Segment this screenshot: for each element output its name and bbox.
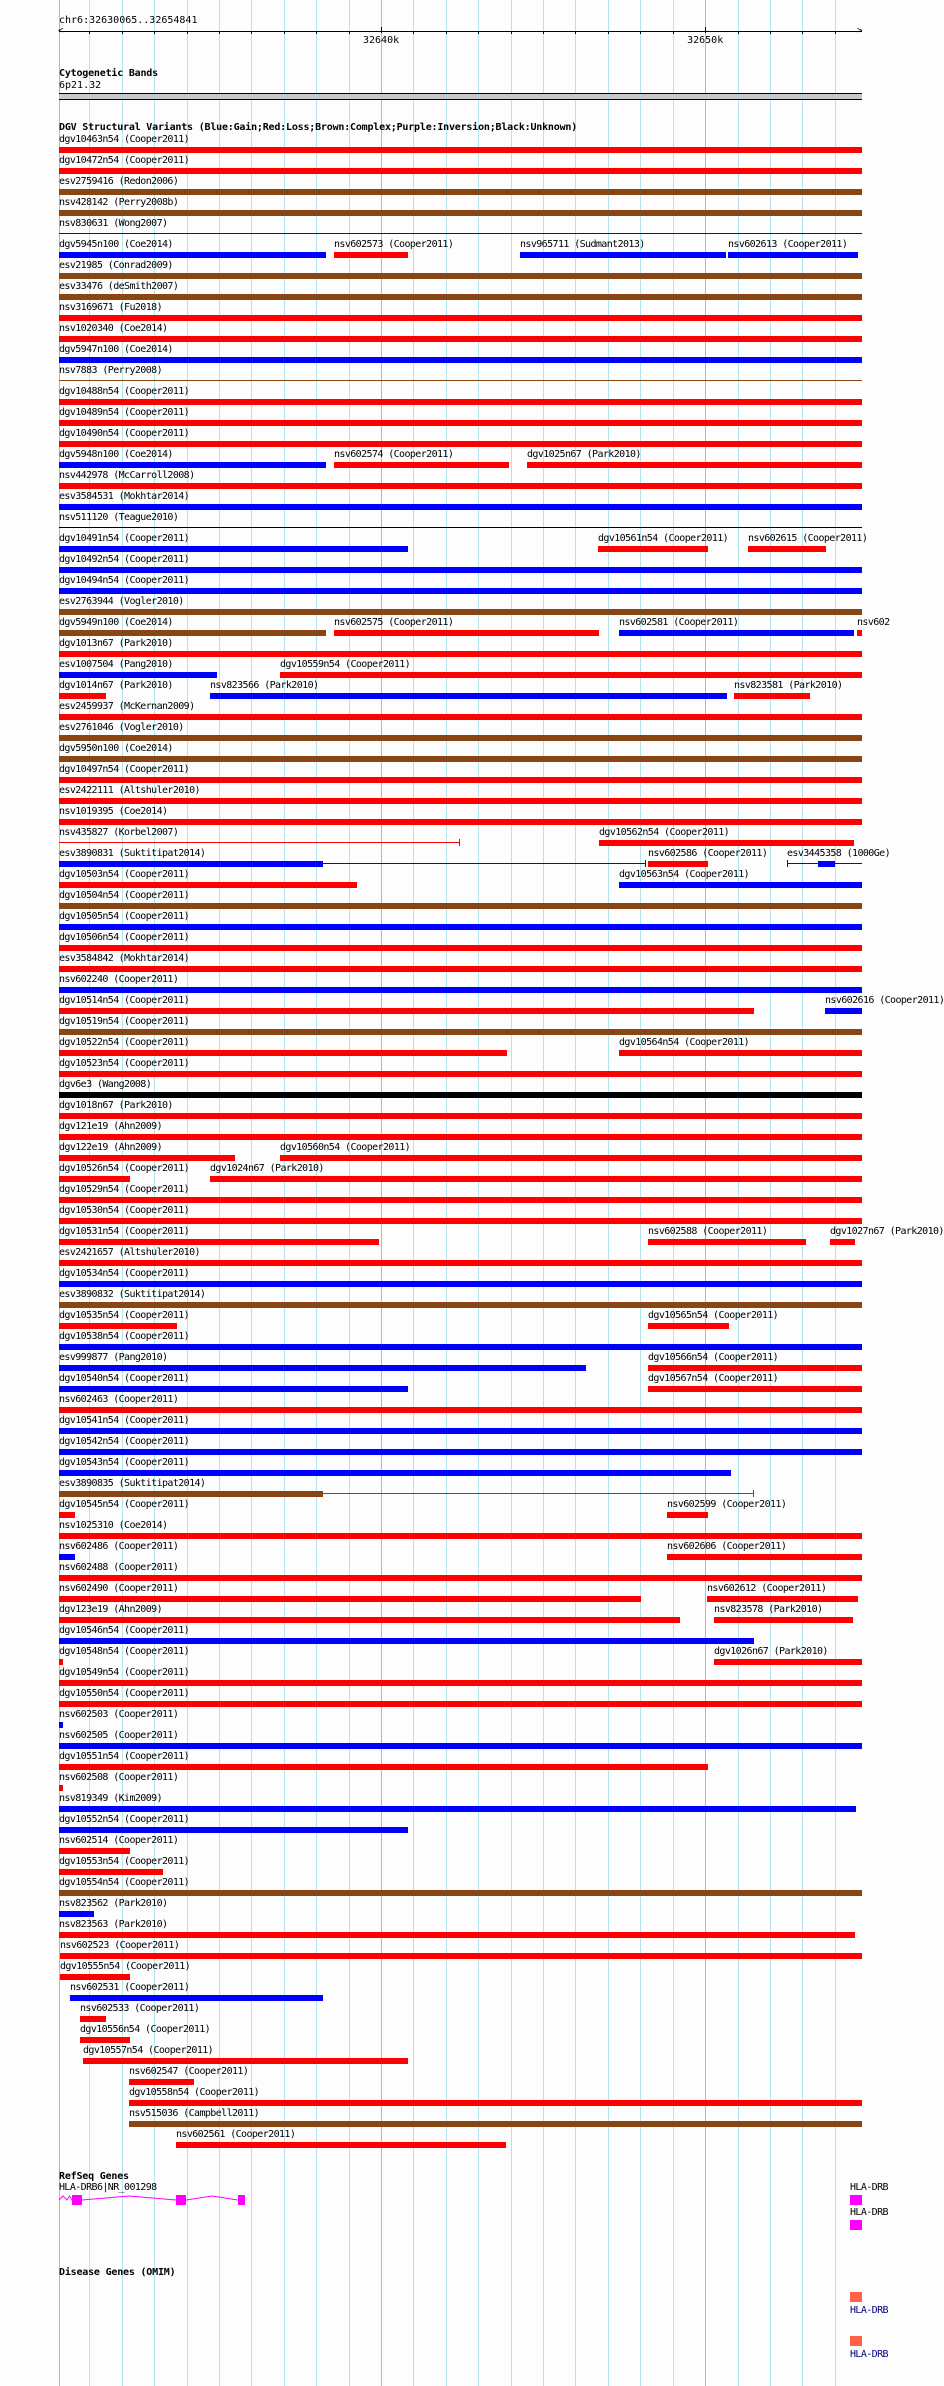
sv-bar[interactable] bbox=[527, 462, 862, 468]
sv-label[interactable]: dgv10523n54 (Cooper2011) bbox=[59, 1058, 190, 1069]
exon-block[interactable] bbox=[72, 2195, 82, 2205]
sv-bar[interactable] bbox=[280, 1155, 862, 1161]
sv-end-tick bbox=[459, 839, 460, 846]
sv-label[interactable]: dgv1014n67 (Park2010) bbox=[59, 680, 173, 691]
sv-bar[interactable] bbox=[59, 714, 862, 720]
region-label: chr6:32630065..32654841 bbox=[59, 15, 198, 26]
sv-label[interactable]: dgv10503n54 (Cooper2011) bbox=[59, 869, 190, 880]
sv-label[interactable]: esv3584842 (Mokhtar2014) bbox=[59, 953, 190, 964]
sv-label[interactable]: nsv435827 (Korbel2007) bbox=[59, 827, 179, 838]
sv-label[interactable]: dgv10519n54 (Cooper2011) bbox=[59, 1016, 190, 1027]
sv-label[interactable]: nsv602588 (Cooper2011) bbox=[648, 1226, 768, 1237]
sv-label[interactable]: nsv428142 (Perry2008b) bbox=[59, 197, 179, 208]
cytoband-6p21.32[interactable] bbox=[59, 93, 862, 100]
sv-bar[interactable] bbox=[59, 1113, 862, 1119]
axis-line bbox=[59, 31, 862, 32]
exon-block[interactable] bbox=[850, 2195, 862, 2205]
sv-bar[interactable] bbox=[60, 1974, 130, 1980]
sv-bar[interactable] bbox=[59, 693, 106, 699]
sv-label[interactable]: dgv10562n54 (Cooper2011) bbox=[599, 827, 730, 838]
sv-bar[interactable] bbox=[830, 1239, 855, 1245]
sv-bar[interactable] bbox=[598, 546, 708, 552]
sv-label[interactable]: dgv10505n54 (Cooper2011) bbox=[59, 911, 190, 922]
sv-label[interactable]: dgv10554n54 (Cooper2011) bbox=[59, 1877, 190, 1888]
sv-label[interactable]: dgv10530n54 (Cooper2011) bbox=[59, 1205, 190, 1216]
sv-label[interactable]: nsv819349 (Kim2009) bbox=[59, 1793, 162, 1804]
sv-label[interactable]: dgv123e19 (Ahn2009) bbox=[59, 1604, 162, 1615]
sv-bar[interactable] bbox=[59, 210, 862, 216]
sv-bar[interactable] bbox=[59, 1155, 235, 1161]
sv-bar[interactable] bbox=[59, 441, 862, 447]
sv-label[interactable]: esv3890832 (Suktitipat2014) bbox=[59, 1289, 206, 1300]
sv-label[interactable]: dgv10463n54 (Cooper2011) bbox=[59, 134, 190, 145]
sv-label[interactable]: nsv602606 (Cooper2011) bbox=[667, 1541, 787, 1552]
sv-label[interactable]: dgv5948n100 (Coe2014) bbox=[59, 449, 173, 460]
sv-label[interactable]: nsv830631 (Wong2007) bbox=[59, 218, 168, 229]
sv-bar[interactable] bbox=[60, 1953, 862, 1959]
sv-label[interactable]: nsv823578 (Park2010) bbox=[714, 1604, 823, 1615]
sv-bar[interactable] bbox=[59, 315, 862, 321]
sv-bar[interactable] bbox=[59, 1911, 94, 1917]
sv-line[interactable] bbox=[59, 233, 862, 234]
sv-bar[interactable] bbox=[59, 504, 862, 510]
sv-bar[interactable] bbox=[59, 1029, 862, 1035]
sv-bar[interactable] bbox=[714, 1659, 862, 1665]
sv-label[interactable]: nsv515036 (Campbell2011) bbox=[129, 2108, 260, 2119]
sv-label[interactable]: dgv10526n54 (Cooper2011) bbox=[59, 1163, 190, 1174]
sv-label[interactable]: nsv823562 (Park2010) bbox=[59, 1898, 168, 1909]
sv-bar[interactable] bbox=[59, 399, 862, 405]
sv-label[interactable]: dgv10558n54 (Cooper2011) bbox=[129, 2087, 260, 2098]
sv-label[interactable]: dgv10494n54 (Cooper2011) bbox=[59, 575, 190, 586]
sv-label[interactable]: dgv1013n67 (Park2010) bbox=[59, 638, 173, 649]
sv-bar[interactable] bbox=[59, 1302, 862, 1308]
sv-bar[interactable] bbox=[59, 483, 862, 489]
omim-gene-label[interactable]: HLA-DRB bbox=[850, 2305, 888, 2316]
sv-label[interactable]: dgv10560n54 (Cooper2011) bbox=[280, 1142, 411, 1153]
sv-bar[interactable] bbox=[667, 1554, 862, 1560]
sv-bar[interactable] bbox=[59, 1092, 862, 1098]
sv-label[interactable]: dgv10490n54 (Cooper2011) bbox=[59, 428, 190, 439]
sv-bar[interactable] bbox=[59, 420, 862, 426]
sv-bar[interactable] bbox=[714, 1617, 853, 1623]
sv-label[interactable]: nsv602612 (Cooper2011) bbox=[707, 1583, 827, 1594]
sv-label[interactable]: dgv10538n54 (Cooper2011) bbox=[59, 1331, 190, 1342]
sv-label[interactable]: dgv10492n54 (Cooper2011) bbox=[59, 554, 190, 565]
sv-label[interactable]: nsv1025310 (Coe2014) bbox=[59, 1520, 168, 1531]
sv-label[interactable]: dgv10564n54 (Cooper2011) bbox=[619, 1037, 750, 1048]
sv-bar[interactable] bbox=[80, 2037, 130, 2043]
sv-label[interactable]: nsv602486 (Cooper2011) bbox=[59, 1541, 179, 1552]
sv-label[interactable]: dgv6e3 (Wang2008) bbox=[59, 1079, 152, 1090]
sv-label[interactable]: dgv10488n54 (Cooper2011) bbox=[59, 386, 190, 397]
sv-bar[interactable] bbox=[129, 2100, 862, 2106]
sv-label[interactable]: dgv5950n100 (Coe2014) bbox=[59, 743, 173, 754]
sv-bar[interactable] bbox=[59, 903, 862, 909]
sv-bar[interactable] bbox=[59, 1575, 862, 1581]
sv-label[interactable]: dgv10534n54 (Cooper2011) bbox=[59, 1268, 190, 1279]
sv-label[interactable]: dgv5947n100 (Coe2014) bbox=[59, 344, 173, 355]
sv-label[interactable]: dgv10497n54 (Cooper2011) bbox=[59, 764, 190, 775]
sv-label[interactable]: nsv823563 (Park2010) bbox=[59, 1919, 168, 1930]
sv-bar[interactable] bbox=[59, 1218, 862, 1224]
sv-bar[interactable] bbox=[59, 1680, 862, 1686]
sv-bar[interactable] bbox=[59, 1743, 862, 1749]
sv-label[interactable]: dgv1025n67 (Park2010) bbox=[527, 449, 641, 460]
sv-bar[interactable] bbox=[59, 1344, 862, 1350]
sv-label[interactable]: esv3890835 (Suktitipat2014) bbox=[59, 1478, 206, 1489]
sv-bar[interactable] bbox=[59, 357, 862, 363]
sv-label[interactable]: esv2422111 (Altshuler2010) bbox=[59, 785, 200, 796]
sv-label[interactable]: dgv10545n54 (Cooper2011) bbox=[59, 1499, 190, 1510]
sv-bar[interactable] bbox=[59, 987, 862, 993]
sv-label[interactable]: esv999877 (Pang2010) bbox=[59, 1352, 168, 1363]
sv-end-tick bbox=[787, 860, 788, 867]
sv-label[interactable]: dgv10514n54 (Cooper2011) bbox=[59, 995, 190, 1006]
sv-label[interactable]: nsv602581 (Cooper2011) bbox=[619, 617, 739, 628]
sv-end-tick bbox=[753, 1490, 754, 1497]
sv-bar[interactable] bbox=[59, 819, 862, 825]
sv-bar[interactable] bbox=[210, 693, 727, 699]
sv-bar[interactable] bbox=[59, 1659, 63, 1665]
sv-label[interactable]: nsv602573 (Cooper2011) bbox=[334, 239, 454, 250]
sv-label[interactable]: nsv602533 (Cooper2011) bbox=[80, 2003, 200, 2014]
sv-bar[interactable] bbox=[59, 1239, 379, 1245]
sv-label[interactable]: dgv10555n54 (Cooper2011) bbox=[60, 1961, 191, 1972]
sv-bar[interactable] bbox=[176, 2142, 506, 2148]
sv-label[interactable]: dgv10522n54 (Cooper2011) bbox=[59, 1037, 190, 1048]
axis-arrow-left-icon: < bbox=[58, 26, 64, 36]
sv-label[interactable]: nsv602575 (Cooper2011) bbox=[334, 617, 454, 628]
sv-label[interactable]: nsv442978 (McCarroll2008) bbox=[59, 470, 195, 481]
sv-bar[interactable] bbox=[59, 1386, 408, 1392]
sv-bar[interactable] bbox=[70, 1995, 323, 2001]
sv-bar[interactable] bbox=[648, 1323, 729, 1329]
sv-bar[interactable] bbox=[59, 336, 862, 342]
sv-bar[interactable] bbox=[129, 2079, 194, 2085]
sv-label[interactable]: dgv10531n54 (Cooper2011) bbox=[59, 1226, 190, 1237]
exon-block[interactable] bbox=[176, 2195, 186, 2205]
sv-bar[interactable] bbox=[59, 1806, 856, 1812]
sv-label[interactable]: nsv602503 (Cooper2011) bbox=[59, 1709, 179, 1720]
sv-label[interactable]: dgv10529n54 (Cooper2011) bbox=[59, 1184, 190, 1195]
sv-bar[interactable] bbox=[210, 1176, 862, 1182]
sv-label[interactable]: dgv10553n54 (Cooper2011) bbox=[59, 1856, 190, 1867]
sv-label[interactable]: dgv10541n54 (Cooper2011) bbox=[59, 1415, 190, 1426]
sv-bar[interactable] bbox=[825, 1008, 862, 1014]
omim-track-title: Disease Genes (OMIM) bbox=[59, 2267, 176, 2278]
sv-label[interactable]: nsv3169671 (Fu2018) bbox=[59, 302, 162, 313]
sv-bar[interactable] bbox=[59, 1008, 754, 1014]
sv-bar[interactable] bbox=[59, 1323, 177, 1329]
sv-bar[interactable] bbox=[59, 1134, 862, 1140]
sv-bar[interactable] bbox=[59, 273, 862, 279]
sv-label[interactable]: dgv10559n54 (Cooper2011) bbox=[280, 659, 411, 670]
sv-bar[interactable] bbox=[734, 693, 810, 699]
cytoband-track-title: Cytogenetic Bands bbox=[59, 68, 158, 79]
sv-label[interactable]: dgv10561n54 (Cooper2011) bbox=[598, 533, 729, 544]
sv-line[interactable] bbox=[59, 527, 862, 528]
sv-label[interactable]: nsv602616 (Cooper2011) bbox=[825, 995, 944, 1006]
sv-label[interactable]: nsv602599 (Cooper2011) bbox=[667, 1499, 787, 1510]
sv-label[interactable]: nsv602463 (Cooper2011) bbox=[59, 1394, 179, 1405]
omim-gene-block[interactable] bbox=[850, 2292, 862, 2302]
sv-bar[interactable] bbox=[59, 777, 862, 783]
sv-label[interactable]: esv2459937 (McKernan2009) bbox=[59, 701, 195, 712]
sv-bar[interactable] bbox=[59, 1428, 862, 1434]
sv-label[interactable]: nsv823581 (Park2010) bbox=[734, 680, 843, 691]
sv-bar[interactable] bbox=[59, 1785, 63, 1791]
sv-bar[interactable] bbox=[59, 462, 326, 468]
sv-bar[interactable] bbox=[59, 735, 862, 741]
sv-label[interactable]: nsv511120 (Teague2010) bbox=[59, 512, 179, 523]
sv-bar[interactable] bbox=[59, 945, 862, 951]
axis-arrow-right-icon: > bbox=[857, 26, 863, 36]
axis-tick-label: 32650k bbox=[687, 35, 724, 46]
sv-label[interactable]: esv2761046 (Vogler2010) bbox=[59, 722, 184, 733]
sv-bar[interactable] bbox=[59, 924, 862, 930]
sv-bar[interactable] bbox=[59, 567, 862, 573]
sv-label[interactable]: nsv602523 (Cooper2011) bbox=[60, 1940, 180, 1951]
sv-bar[interactable] bbox=[334, 462, 509, 468]
sv-end-tick bbox=[645, 860, 646, 867]
sv-bar[interactable] bbox=[59, 798, 862, 804]
sv-bar[interactable] bbox=[59, 1596, 641, 1602]
sv-bar[interactable] bbox=[80, 2016, 106, 2022]
sv-bar[interactable] bbox=[59, 609, 862, 615]
sv-bar[interactable] bbox=[59, 630, 326, 636]
sv-bar[interactable] bbox=[59, 756, 862, 762]
sv-label[interactable]: dgv1027n67 (Park2010) bbox=[830, 1226, 944, 1237]
sv-label[interactable]: nsv1019395 (Coe2014) bbox=[59, 806, 168, 817]
sv-bar[interactable] bbox=[59, 1722, 63, 1728]
sv-bar[interactable] bbox=[648, 1239, 806, 1245]
sv-bar[interactable] bbox=[59, 189, 862, 195]
sv-label[interactable]: nsv602547 (Cooper2011) bbox=[129, 2066, 249, 2077]
sv-label[interactable]: nsv823566 (Park2010) bbox=[210, 680, 319, 691]
sv-label[interactable]: esv21985 (Conrad2009) bbox=[59, 260, 173, 271]
sv-bar[interactable] bbox=[648, 861, 708, 867]
sv-bar[interactable] bbox=[59, 1869, 163, 1875]
sv-label[interactable]: dgv10546n54 (Cooper2011) bbox=[59, 1625, 190, 1636]
sv-bar[interactable] bbox=[59, 1512, 75, 1518]
sv-bar[interactable] bbox=[59, 1848, 130, 1854]
sv-label[interactable]: dgv10557n54 (Cooper2011) bbox=[83, 2045, 214, 2056]
sv-label[interactable]: esv3890831 (Suktitipat2014) bbox=[59, 848, 206, 859]
sv-line[interactable] bbox=[59, 842, 460, 843]
sv-bar[interactable] bbox=[59, 882, 357, 888]
sv-label[interactable]: esv3445358 (1000Ge) bbox=[787, 848, 890, 859]
sv-bar[interactable] bbox=[59, 1827, 408, 1833]
sv-bar[interactable] bbox=[59, 1176, 130, 1182]
sv-bar[interactable] bbox=[334, 630, 599, 636]
sv-label[interactable]: nsv7883 (Perry2008) bbox=[59, 365, 162, 376]
sv-label[interactable]: dgv10535n54 (Cooper2011) bbox=[59, 1310, 190, 1321]
sv-label[interactable]: esv33476 (deSmith2007) bbox=[59, 281, 179, 292]
sv-bar[interactable] bbox=[83, 2058, 408, 2064]
sv-label[interactable]: nsv602615 (Cooper2011) bbox=[748, 533, 868, 544]
sv-bar[interactable] bbox=[59, 1617, 680, 1623]
sv-bar[interactable] bbox=[59, 1638, 754, 1644]
sv-label[interactable]: dgv10543n54 (Cooper2011) bbox=[59, 1457, 190, 1468]
sv-label[interactable]: dgv10540n54 (Cooper2011) bbox=[59, 1373, 190, 1384]
sv-bar[interactable] bbox=[59, 1050, 507, 1056]
sv-label[interactable]: nsv602574 (Cooper2011) bbox=[334, 449, 454, 460]
sv-bar[interactable] bbox=[59, 546, 408, 552]
sv-bar[interactable] bbox=[59, 147, 862, 153]
gene-label[interactable]: HLA-DRB bbox=[850, 2207, 888, 2218]
sv-label[interactable]: dgv10565n54 (Cooper2011) bbox=[648, 1310, 779, 1321]
sv-bar[interactable] bbox=[59, 1890, 862, 1896]
sv-bar[interactable] bbox=[59, 588, 862, 594]
sv-label[interactable]: dgv10556n54 (Cooper2011) bbox=[80, 2024, 211, 2035]
sv-label[interactable]: nsv602488 (Cooper2011) bbox=[59, 1562, 179, 1573]
sv-bar[interactable] bbox=[334, 252, 408, 258]
sv-label[interactable]: dgv5949n100 (Coe2014) bbox=[59, 617, 173, 628]
sv-label[interactable]: dgv10563n54 (Cooper2011) bbox=[619, 869, 750, 880]
sv-bar[interactable] bbox=[59, 1260, 862, 1266]
sv-label[interactable]: esv3584531 (Mokhtar2014) bbox=[59, 491, 190, 502]
sv-label[interactable]: nsv602561 (Cooper2011) bbox=[176, 2129, 296, 2140]
gene-label[interactable]: HLA-DRB6|NR_001298 bbox=[59, 2182, 157, 2193]
sv-label[interactable]: nsv602531 (Cooper2011) bbox=[70, 1982, 190, 1993]
sv-label[interactable]: nsv1020340 (Coe2014) bbox=[59, 323, 168, 334]
sv-bar[interactable] bbox=[599, 840, 854, 846]
sv-label[interactable]: nsv602240 (Cooper2011) bbox=[59, 974, 179, 985]
sv-bar[interactable] bbox=[59, 1491, 323, 1497]
sv-label[interactable]: esv2763944 (Vogler2010) bbox=[59, 596, 184, 607]
sv-bar[interactable] bbox=[59, 1932, 855, 1938]
sv-bar[interactable] bbox=[59, 1470, 731, 1476]
sv-bar[interactable] bbox=[59, 651, 862, 657]
sv-label[interactable]: dgv10551n54 (Cooper2011) bbox=[59, 1751, 190, 1762]
sv-label[interactable]: dgv10504n54 (Cooper2011) bbox=[59, 890, 190, 901]
sv-bar[interactable] bbox=[520, 252, 726, 258]
omim-gene-label[interactable]: HLA-DRB bbox=[850, 2349, 888, 2360]
dgv-track-title: DGV Structural Variants (Blue:Gain;Red:Loss;Brown:Complex;Purple:Inversion;Black:Unknown) bbox=[59, 122, 578, 133]
sv-label[interactable]: nsv965711 (Sudmant2013) bbox=[520, 239, 645, 250]
sv-label[interactable]: esv1007504 (Pang2010) bbox=[59, 659, 173, 670]
sv-label[interactable]: dgv10567n54 (Cooper2011) bbox=[648, 1373, 779, 1384]
exon-block[interactable] bbox=[238, 2195, 245, 2205]
sv-label[interactable]: dgv10472n54 (Cooper2011) bbox=[59, 155, 190, 166]
sv-bar[interactable] bbox=[59, 168, 862, 174]
sv-bar[interactable] bbox=[59, 1071, 862, 1077]
sv-label[interactable]: esv2421657 (Altshuler2010) bbox=[59, 1247, 200, 1258]
sv-label[interactable]: dgv10566n54 (Cooper2011) bbox=[648, 1352, 779, 1363]
sv-label[interactable]: dgv10506n54 (Cooper2011) bbox=[59, 932, 190, 943]
sv-label[interactable]: dgv10542n54 (Cooper2011) bbox=[59, 1436, 190, 1447]
sv-bar[interactable] bbox=[619, 1050, 862, 1056]
sv-label[interactable]: dgv10550n54 (Cooper2011) bbox=[59, 1688, 190, 1699]
exon-block[interactable] bbox=[850, 2220, 862, 2230]
sv-label[interactable]: dgv10552n54 (Cooper2011) bbox=[59, 1814, 190, 1825]
sv-label[interactable]: dgv5945n100 (Coe2014) bbox=[59, 239, 173, 250]
sv-label[interactable]: nsv602586 (Cooper2011) bbox=[648, 848, 768, 859]
sv-bar[interactable] bbox=[59, 252, 326, 258]
gene-label[interactable]: HLA-DRB bbox=[850, 2182, 888, 2193]
sv-line[interactable] bbox=[59, 380, 862, 381]
sv-label[interactable]: dgv1026n67 (Park2010) bbox=[714, 1646, 828, 1657]
sv-bar[interactable] bbox=[667, 1512, 708, 1518]
sv-bar[interactable] bbox=[59, 1281, 862, 1287]
sv-bar[interactable] bbox=[707, 1596, 858, 1602]
sv-bar[interactable] bbox=[59, 1449, 862, 1455]
sv-bar[interactable] bbox=[619, 630, 854, 636]
sv-bar[interactable] bbox=[59, 1764, 708, 1770]
sv-bar[interactable] bbox=[648, 1386, 862, 1392]
sv-label[interactable]: dgv1018n67 (Park2010) bbox=[59, 1100, 173, 1111]
sv-bar[interactable] bbox=[59, 1533, 862, 1539]
sv-label[interactable]: dgv1024n67 (Park2010) bbox=[210, 1163, 324, 1174]
refseq-track-title: RefSeq Genes bbox=[59, 2171, 129, 2182]
sv-bar[interactable] bbox=[818, 861, 835, 867]
sv-bar[interactable] bbox=[59, 1365, 586, 1371]
sv-bar[interactable] bbox=[59, 294, 862, 300]
axis-tick bbox=[381, 27, 382, 33]
sv-bar[interactable] bbox=[619, 882, 862, 888]
sv-bar[interactable] bbox=[59, 861, 323, 867]
axis-tick-label: 32640k bbox=[362, 35, 400, 46]
sv-label[interactable]: nsv602613 (Cooper2011) bbox=[728, 239, 848, 250]
sv-label[interactable]: nsv602 bbox=[857, 617, 890, 628]
sv-bar[interactable] bbox=[648, 1365, 862, 1371]
sv-label[interactable]: dgv10549n54 (Cooper2011) bbox=[59, 1667, 190, 1678]
sv-bar[interactable] bbox=[59, 1701, 862, 1707]
sv-label[interactable]: esv2759416 (Redon2006) bbox=[59, 176, 179, 187]
sv-bar[interactable] bbox=[280, 672, 862, 678]
axis-tick bbox=[705, 27, 706, 33]
sv-bar[interactable] bbox=[59, 1554, 75, 1560]
sv-label[interactable]: dgv10489n54 (Cooper2011) bbox=[59, 407, 190, 418]
sv-label[interactable]: nsv602505 (Cooper2011) bbox=[59, 1730, 179, 1741]
sv-bar[interactable] bbox=[129, 2121, 862, 2127]
sv-bar[interactable] bbox=[59, 672, 217, 678]
intron-line bbox=[0, 2195, 890, 2207]
sv-bar[interactable] bbox=[59, 1407, 862, 1413]
sv-label[interactable]: dgv10491n54 (Cooper2011) bbox=[59, 533, 190, 544]
sv-label[interactable]: dgv122e19 (Ahn2009) bbox=[59, 1142, 162, 1153]
sv-label[interactable]: nsv602508 (Cooper2011) bbox=[59, 1772, 179, 1783]
cytoband-label[interactable]: 6p21.32 bbox=[59, 80, 102, 91]
sv-bar[interactable] bbox=[748, 546, 826, 552]
sv-label[interactable]: nsv602514 (Cooper2011) bbox=[59, 1835, 179, 1846]
sv-bar[interactable] bbox=[728, 252, 858, 258]
sv-label[interactable]: nsv602490 (Cooper2011) bbox=[59, 1583, 179, 1594]
sv-bar[interactable] bbox=[59, 1197, 862, 1203]
sv-bar[interactable] bbox=[59, 966, 862, 972]
sv-label[interactable]: dgv10548n54 (Cooper2011) bbox=[59, 1646, 190, 1657]
omim-gene-block[interactable] bbox=[850, 2336, 862, 2346]
sv-bar[interactable] bbox=[857, 630, 862, 636]
sv-label[interactable]: dgv121e19 (Ahn2009) bbox=[59, 1121, 162, 1132]
